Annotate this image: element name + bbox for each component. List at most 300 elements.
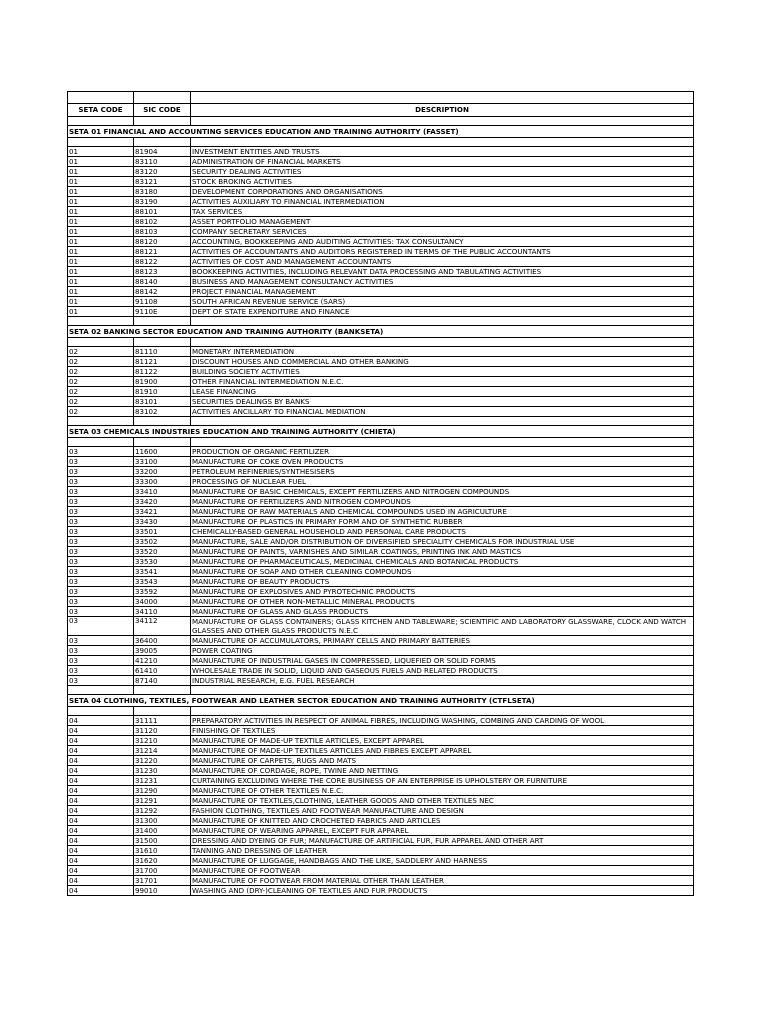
empty-cell (134, 138, 191, 147)
description-cell: MANUFACTURE OF MADE-UP TEXTILE ARTICLES, EXCEPT APPAREL (191, 736, 694, 746)
description-cell: BUILDING SOCIETY ACTIVITIES (191, 367, 694, 377)
sic-code-cell: 81110 (134, 347, 191, 357)
sic-code-cell: 41210 (134, 656, 191, 666)
table-row (68, 666, 694, 676)
sic-code-cell: 33420 (134, 497, 191, 507)
section-title-row (68, 326, 694, 338)
seta-code-cell: 04 (68, 806, 134, 816)
sic-code-cell: 31220 (134, 756, 191, 766)
seta-code-cell: 04 (68, 846, 134, 856)
table-row (68, 796, 694, 806)
seta-sic-table (67, 91, 694, 896)
section-title: SETA 01 FINANCIAL AND ACCOUNTING SERVICES EDUCATION AND TRAINING AUTHORITY (FASSET) (68, 126, 694, 138)
description-cell: MANUFACTURE OF OTHER NON-METALLIC MINERAL PRODUCTS (191, 597, 694, 607)
description-cell: ACCOUNTING, BOOKKEEPING AND AUDITING ACTIVITIES: TAX CONSULTANCY (191, 237, 694, 247)
table-row (68, 656, 694, 666)
sic-code-cell: 33592 (134, 587, 191, 597)
sic-code-cell: 31700 (134, 866, 191, 876)
seta-code-cell: 02 (68, 347, 134, 357)
seta-code-cell: 04 (68, 796, 134, 806)
seta-code-cell: 03 (68, 477, 134, 487)
description-cell: OTHER FINANCIAL INTERMEDIATION N.E.C. (191, 377, 694, 387)
sic-code-cell: 34000 (134, 597, 191, 607)
table-row (68, 617, 694, 636)
table-row (68, 227, 694, 237)
description-cell: LEASE FINANCING (191, 387, 694, 397)
sic-code-cell: 88102 (134, 217, 191, 227)
spacer-row (68, 338, 694, 347)
table-row (68, 816, 694, 826)
seta-code-cell: 04 (68, 716, 134, 726)
seta-code-cell: 03 (68, 557, 134, 567)
sic-code-cell: 31620 (134, 856, 191, 866)
table-row (68, 287, 694, 297)
seta-code-cell: 03 (68, 537, 134, 547)
table-row (68, 187, 694, 197)
table-row (68, 277, 694, 287)
empty-cell (134, 707, 191, 716)
description-cell: MANUFACTURE OF CORDAGE, ROPE, TWINE AND NETTING (191, 766, 694, 776)
sic-code-cell: 83120 (134, 167, 191, 177)
table-row (68, 756, 694, 766)
sic-code-cell: 88101 (134, 207, 191, 217)
sic-code-cell: 39005 (134, 646, 191, 656)
table-row (68, 267, 694, 277)
description-cell: MANUFACTURE OF EXPLOSIVES AND PYROTECHNIC PRODUCTS (191, 587, 694, 597)
table-row (68, 567, 694, 577)
description-cell: CURTAINING EXCLUDING WHERE THE CORE BUSINESS OF AN ENTERPRISE IS UPHOLSTERY OR FURNITURE (191, 776, 694, 786)
seta-code-cell: 02 (68, 407, 134, 417)
description-cell: TANNING AND DRESSING OF LEATHER (191, 846, 694, 856)
seta-code-cell: 04 (68, 826, 134, 836)
description-cell: MANUFACTURE OF KNITTED AND CROCHETED FABRICS AND ARTICLES (191, 816, 694, 826)
table-row (68, 597, 694, 607)
sic-code-cell: 31610 (134, 846, 191, 856)
table-row (68, 636, 694, 646)
description-cell: DISCOUNT HOUSES AND COMMERCIAL AND OTHER BANKING (191, 357, 694, 367)
description-cell: POWER COATING (191, 646, 694, 656)
table-row (68, 776, 694, 786)
section-title-row (68, 695, 694, 707)
sic-code-cell: 33200 (134, 467, 191, 477)
sic-code-cell: 81910 (134, 387, 191, 397)
empty-cell (68, 707, 134, 716)
table-body (68, 92, 694, 896)
empty-cell (191, 438, 694, 447)
table-row (68, 577, 694, 587)
sic-code-cell: 88140 (134, 277, 191, 287)
section-title-row (68, 426, 694, 438)
empty-cell (134, 438, 191, 447)
sic-code-cell: 88120 (134, 237, 191, 247)
empty-cell (191, 686, 694, 695)
sic-code-cell: 87140 (134, 676, 191, 686)
table-row (68, 377, 694, 387)
description-cell: COMPANY SECRETARY SERVICES (191, 227, 694, 237)
empty-cell (68, 338, 134, 347)
description-cell: ASSET PORTFOLIO MANAGEMENT (191, 217, 694, 227)
description-cell: SECURITIES DEALINGS BY BANKS (191, 397, 694, 407)
description-cell: MANUFACTURE OF TEXTILES,CLOTHING, LEATHER GOODS AND OTHER TEXTILES NEC (191, 796, 694, 806)
description-cell: MANUFACTURE OF INDUSTRIAL GASES IN COMPRESSED, LIQUEFIED OR SOLID FORMS (191, 656, 694, 666)
spacer-row (68, 317, 694, 326)
description-cell: FINISHING OF TEXTILES (191, 726, 694, 736)
seta-code-cell: 04 (68, 766, 134, 776)
table-row (68, 547, 694, 557)
sic-code-cell: 31231 (134, 776, 191, 786)
seta-code-cell: 03 (68, 617, 134, 636)
description-cell: ACTIVITIES ANCILLARY TO FINANCIAL MEDIATION (191, 407, 694, 417)
seta-code-cell: 01 (68, 297, 134, 307)
sic-code-cell: 33430 (134, 517, 191, 527)
section-title: SETA 02 BANKING SECTOR EDUCATION AND TRAINING AUTHORITY (BANKSETA) (68, 326, 694, 338)
seta-code-cell: 01 (68, 257, 134, 267)
description-cell: ACTIVITIES AUXILIARY TO FINANCIAL INTERMEDIATION (191, 197, 694, 207)
seta-code-header: SETA CODE (68, 104, 134, 117)
seta-code-cell: 01 (68, 237, 134, 247)
spacer-row (68, 438, 694, 447)
seta-code-cell: 03 (68, 507, 134, 517)
empty-cell (68, 686, 134, 695)
table-row (68, 587, 694, 597)
sic-code-cell: 88123 (134, 267, 191, 277)
seta-code-cell: 04 (68, 886, 134, 896)
seta-code-cell: 01 (68, 247, 134, 257)
table-row (68, 557, 694, 567)
sic-code-cell: 81122 (134, 367, 191, 377)
table-row (68, 477, 694, 487)
table-row (68, 407, 694, 417)
empty-cell (134, 686, 191, 695)
empty-cell (134, 317, 191, 326)
seta-code-cell: 01 (68, 147, 134, 157)
description-cell: ACTIVITIES OF ACCOUNTANTS AND AUDITORS REGISTERED IN TERMS OF THE PUBLIC ACCOUNTANTS (191, 247, 694, 257)
empty-cell (134, 338, 191, 347)
seta-code-cell: 02 (68, 377, 134, 387)
seta-code-cell: 03 (68, 577, 134, 587)
empty-cell (191, 138, 694, 147)
description-cell: PETROLEUM REFINERIES/SYNTHESISERS (191, 467, 694, 477)
table-row (68, 646, 694, 656)
sic-code-cell: 99010 (134, 886, 191, 896)
header-row (68, 104, 694, 117)
sic-code-cell: 31230 (134, 766, 191, 776)
sic-code-cell: 83180 (134, 187, 191, 197)
spacer-row (68, 138, 694, 147)
sic-code-cell: 88122 (134, 257, 191, 267)
table-row (68, 157, 694, 167)
table-row (68, 497, 694, 507)
description-header: DESCRIPTION (191, 104, 694, 117)
description-cell: DRESSING AND DYEING OF FUR; MANUFACTURE OF ARTIFICIAL FUR, FUR APPAREL AND OTHER ART (191, 836, 694, 846)
sic-code-cell: 33300 (134, 477, 191, 487)
sic-code-cell: 33530 (134, 557, 191, 567)
seta-code-cell: 03 (68, 497, 134, 507)
sic-code-cell: 33502 (134, 537, 191, 547)
description-cell: PROCESSING OF NUCLEAR FUEL (191, 477, 694, 487)
table-row (68, 167, 694, 177)
seta-code-cell: 02 (68, 397, 134, 407)
description-cell: TAX SERVICES (191, 207, 694, 217)
sic-code-cell: 81904 (134, 147, 191, 157)
sic-code-cell: 33520 (134, 547, 191, 557)
empty-cell (191, 117, 694, 126)
empty-cell (68, 117, 134, 126)
seta-code-cell: 03 (68, 656, 134, 666)
description-cell: MANUFACTURE OF BASIC CHEMICALS, EXCEPT FERTILIZERS AND NITROGEN COMPOUNDS (191, 487, 694, 497)
seta-code-cell: 04 (68, 876, 134, 886)
description-cell: MONETARY INTERMEDIATION (191, 347, 694, 357)
description-cell: MANUFACTURE OF BEAUTY PRODUCTS (191, 577, 694, 587)
table-row (68, 357, 694, 367)
empty-cell (68, 417, 134, 426)
description-cell: ACTIVITIES OF COST AND MANAGEMENT ACCOUNTANTS (191, 257, 694, 267)
description-cell: MANUFACTURE OF PAINTS, VARNISHES AND SIMILAR COATINGS, PRINTING INK AND MASTICS (191, 547, 694, 557)
seta-code-cell: 03 (68, 527, 134, 537)
seta-code-cell: 01 (68, 197, 134, 207)
sic-code-cell: 33421 (134, 507, 191, 517)
table-row (68, 726, 694, 736)
sic-code-cell: 33501 (134, 527, 191, 537)
section-title: SETA 04 CLOTHING, TEXTILES, FOOTWEAR AND LEATHER SECTOR EDUCATION AND TRAINING AUTHORITY (CTFLSETA) (68, 695, 694, 707)
description-cell: WHOLESALE TRADE IN SOLID, LIQUID AND GASEOUS FUELS AND RELATED PRODUCTS (191, 666, 694, 676)
description-cell: PRODUCTION OF ORGANIC FERTILIZER (191, 447, 694, 457)
table-row (68, 207, 694, 217)
sic-code-cell: 31214 (134, 746, 191, 756)
table-row (68, 257, 694, 267)
empty-cell (191, 707, 694, 716)
seta-code-cell: 04 (68, 856, 134, 866)
description-cell: DEVELOPMENT CORPORATIONS AND ORGANISATIONS (191, 187, 694, 197)
empty-cell (191, 417, 694, 426)
sic-code-cell: 11600 (134, 447, 191, 457)
seta-code-cell: 04 (68, 776, 134, 786)
table-row (68, 517, 694, 527)
table-row (68, 527, 694, 537)
table-row (68, 886, 694, 896)
seta-code-cell: 01 (68, 167, 134, 177)
sic-code-cell: 31400 (134, 826, 191, 836)
sic-code-cell: 33410 (134, 487, 191, 497)
sic-code-cell: 83121 (134, 177, 191, 187)
description-cell: MANUFACTURE, SALE AND/OR DISTRIBUTION OF DIVERSIFIED SPECIALITY CHEMICALS FOR INDUSTRIAL USE (191, 537, 694, 547)
description-cell: INDUSTRIAL RESEARCH, E.G. FUEL RESEARCH (191, 676, 694, 686)
empty-cell (134, 417, 191, 426)
spacer-row (68, 707, 694, 716)
sic-code-cell: 36400 (134, 636, 191, 646)
description-cell: MANUFACTURE OF LUGGAGE, HANDBAGS AND THE LIKE, SADDLERY AND HARNESS (191, 856, 694, 866)
seta-code-cell: 03 (68, 636, 134, 646)
sic-code-cell: 81121 (134, 357, 191, 367)
description-cell: SECURITY DEALING ACTIVITIES (191, 167, 694, 177)
description-cell: MANUFACTURE OF FOOTWEAR FROM MATERIAL OTHER THAN LEATHER (191, 876, 694, 886)
description-cell: FASHION CLOTHING, TEXTILES AND FOOTWEAR MANUFACTURE AND DESIGN (191, 806, 694, 816)
sic-code-cell: 83190 (134, 197, 191, 207)
table-row (68, 347, 694, 357)
table-row (68, 846, 694, 856)
table-row (68, 856, 694, 866)
table-row (68, 387, 694, 397)
seta-code-cell: 01 (68, 217, 134, 227)
seta-code-cell: 04 (68, 836, 134, 846)
description-cell: MANUFACTURE OF SOAP AND OTHER CLEANING COMPOUNDS (191, 567, 694, 577)
table-row (68, 367, 694, 377)
sic-code-cell: 31120 (134, 726, 191, 736)
description-cell: MANUFACTURE OF FERTILIZERS AND NITROGEN COMPOUNDS (191, 497, 694, 507)
spacer-row (68, 417, 694, 426)
table-row (68, 866, 694, 876)
description-cell: DEPT OF STATE EXPENDITURE AND FINANCE (191, 307, 694, 317)
seta-code-cell: 01 (68, 187, 134, 197)
seta-code-cell: 02 (68, 357, 134, 367)
seta-code-cell: 03 (68, 517, 134, 527)
description-cell: MANUFACTURE OF GLASS AND GLASS PRODUCTS (191, 607, 694, 617)
seta-code-cell: 03 (68, 547, 134, 557)
sic-code-cell: 31701 (134, 876, 191, 886)
description-cell: MANUFACTURE OF RAW MATERIALS AND CHEMICAL COMPOUNDS USED IN AGRICULTURE (191, 507, 694, 517)
table-row (68, 307, 694, 317)
sic-code-cell: 31500 (134, 836, 191, 846)
seta-code-cell: 04 (68, 726, 134, 736)
table-row (68, 467, 694, 477)
description-cell: MANUFACTURE OF PHARMACEUTICALS, MEDICINAL CHEMICALS AND BOTANICAL PRODUCTS (191, 557, 694, 567)
table-row (68, 836, 694, 846)
table-row (68, 736, 694, 746)
spacer-row (68, 686, 694, 695)
table-row (68, 716, 694, 726)
spacer-row (68, 117, 694, 126)
description-cell: MANUFACTURE OF WEARING APPAREL, EXCEPT FUR APPAREL (191, 826, 694, 836)
table-row (68, 786, 694, 796)
description-cell: MANUFACTURE OF CARPETS, RUGS AND MATS (191, 756, 694, 766)
seta-code-cell: 03 (68, 447, 134, 457)
seta-code-cell: 03 (68, 676, 134, 686)
sic-code-cell: 83101 (134, 397, 191, 407)
sic-code-cell: 31300 (134, 816, 191, 826)
seta-code-cell: 03 (68, 567, 134, 577)
empty-cell (68, 317, 134, 326)
seta-code-cell: 03 (68, 487, 134, 497)
description-cell: MANUFACTURE OF COKE OVEN PRODUCTS (191, 457, 694, 467)
seta-code-cell: 01 (68, 287, 134, 297)
description-cell: MANUFACTURE OF OTHER TEXTILES N.E.C. (191, 786, 694, 796)
description-cell: MANUFACTURE OF PLASTICS IN PRIMARY FORM AND OF SYNTHETIC RUBBER (191, 517, 694, 527)
sic-code-header: SIC CODE (134, 104, 191, 117)
sic-code-cell: 33100 (134, 457, 191, 467)
sic-code-cell: 9110E (134, 307, 191, 317)
seta-code-cell: 04 (68, 786, 134, 796)
description-cell: BOOKKEEPING ACTIVITIES, INCLUDING RELEVANT DATA PROCESSING AND TABULATING ACTIVITIES (191, 267, 694, 277)
seta-code-cell: 04 (68, 816, 134, 826)
description-cell: PREPARATORY ACTIVITIES IN RESPECT OF ANIMAL FIBRES, INCLUDING WASHING, COMBING AND CARDING OF WOOL (191, 716, 694, 726)
empty-cell (134, 117, 191, 126)
sic-code-cell: 31210 (134, 736, 191, 746)
table-row (68, 676, 694, 686)
sic-code-cell: 88103 (134, 227, 191, 237)
table-row (68, 447, 694, 457)
table-row (68, 537, 694, 547)
sic-code-cell: 33543 (134, 577, 191, 587)
seta-code-cell: 03 (68, 457, 134, 467)
empty-cell (191, 338, 694, 347)
table-row (68, 397, 694, 407)
table-row (68, 806, 694, 816)
description-cell: MANUFACTURE OF ACCUMULATORS, PRIMARY CELLS AND PRIMARY BATTERIES (191, 636, 694, 646)
description-cell: ADMINISTRATION OF FINANCIAL MARKETS (191, 157, 694, 167)
seta-code-cell: 02 (68, 387, 134, 397)
empty-cell (68, 438, 134, 447)
seta-code-cell: 01 (68, 157, 134, 167)
empty-cell (191, 317, 694, 326)
table-row (68, 237, 694, 247)
empty-cell (68, 138, 134, 147)
seta-code-cell: 03 (68, 646, 134, 656)
description-cell: CHEMICALLY-BASED GENERAL HOUSEHOLD AND PERSONAL CARE PRODUCTS (191, 527, 694, 537)
seta-code-cell: 03 (68, 597, 134, 607)
seta-code-cell: 01 (68, 277, 134, 287)
seta-code-cell: 02 (68, 367, 134, 377)
table-row (68, 507, 694, 517)
seta-code-cell: 04 (68, 746, 134, 756)
seta-code-cell: 01 (68, 227, 134, 237)
description-cell: SOUTH AFRICAN REVENUE SERVICE (SARS) (191, 297, 694, 307)
seta-code-cell: 01 (68, 177, 134, 187)
seta-code-cell: 04 (68, 756, 134, 766)
sic-code-cell: 91108 (134, 297, 191, 307)
description-cell: PROJECT FINANCIAL MANAGEMENT (191, 287, 694, 297)
table-row (68, 766, 694, 776)
sic-code-cell: 31292 (134, 806, 191, 816)
sic-code-cell: 83102 (134, 407, 191, 417)
sic-code-cell: 88121 (134, 247, 191, 257)
sic-code-cell: 61410 (134, 666, 191, 676)
description-cell: STOCK BROKING ACTIVITIES (191, 177, 694, 187)
table-row (68, 607, 694, 617)
seta-code-cell: 03 (68, 587, 134, 597)
section-title-row (68, 126, 694, 138)
sic-code-cell: 34110 (134, 607, 191, 617)
sic-code-cell: 83110 (134, 157, 191, 167)
table-row (68, 147, 694, 157)
seta-code-cell: 04 (68, 736, 134, 746)
top-blank-row (68, 92, 694, 104)
table-row (68, 876, 694, 886)
table-row (68, 247, 694, 257)
table-row (68, 746, 694, 756)
sic-code-cell: 31290 (134, 786, 191, 796)
seta-code-cell: 01 (68, 267, 134, 277)
seta-code-cell: 03 (68, 666, 134, 676)
description-cell: MANUFACTURE OF GLASS CONTAINERS; GLASS KITCHEN AND TABLEWARE; SCIENTIFIC AND LABORATORY GLASSWARE, CLOCK AND WATCH GLASSES AND OTHER GLASS PRODUCTS N.E.C (191, 617, 694, 636)
table-row (68, 197, 694, 207)
seta-code-cell: 01 (68, 307, 134, 317)
sic-code-cell: 31111 (134, 716, 191, 726)
description-cell: WASHING AND (DRY-)CLEANING OF TEXTILES AND FUR PRODUCTS (191, 886, 694, 896)
sic-code-cell: 81900 (134, 377, 191, 387)
table-row (68, 177, 694, 187)
description-cell: MANUFACTURE OF FOOTWEAR (191, 866, 694, 876)
seta-code-cell: 01 (68, 207, 134, 217)
sic-code-cell: 34112 (134, 617, 191, 636)
description-cell: BUSINESS AND MANAGEMENT CONSULTANCY ACTIVITIES (191, 277, 694, 287)
table-row (68, 217, 694, 227)
seta-code-cell: 03 (68, 607, 134, 617)
sic-code-cell: 33541 (134, 567, 191, 577)
table-row (68, 487, 694, 497)
table-row (68, 297, 694, 307)
section-title: SETA 03 CHEMICALS INDUSTRIES EDUCATION AND TRAINING AUTHORITY (CHIETA) (68, 426, 694, 438)
table-row (68, 826, 694, 836)
